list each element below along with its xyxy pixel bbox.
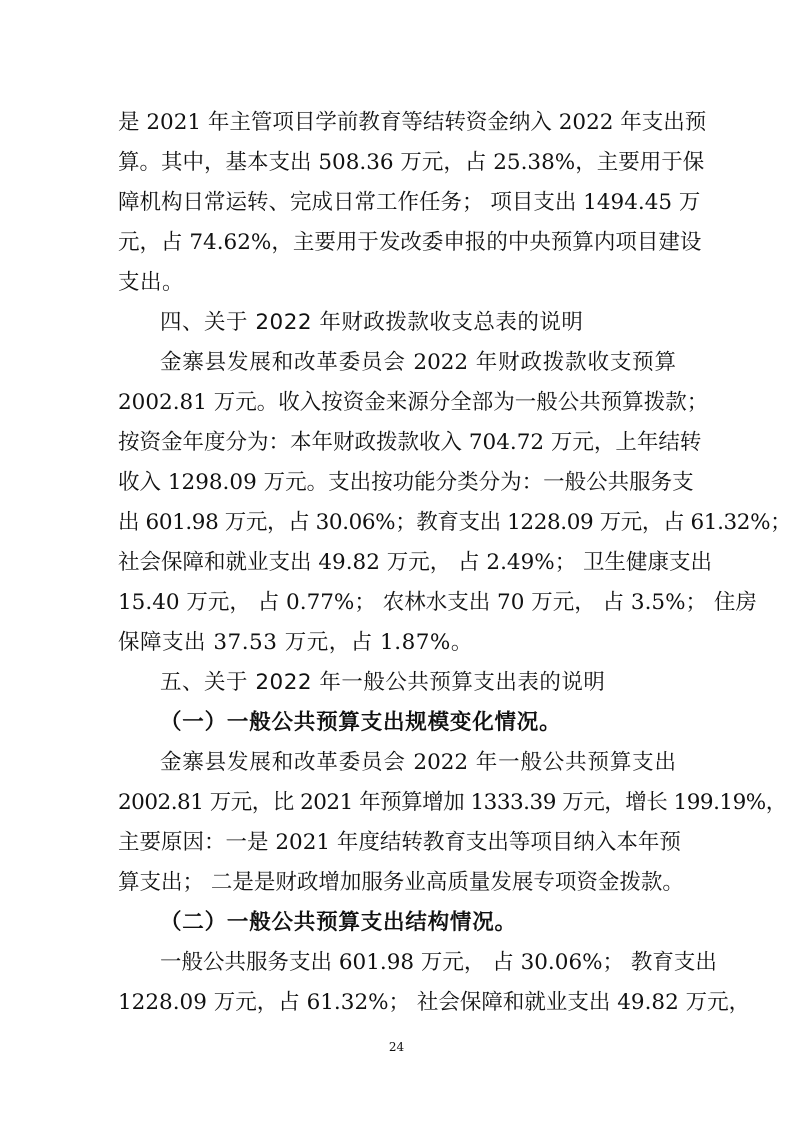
section-5-sub-1-line-4: 算支出； 二是是财政增加服务业高质量发展专项资金拨款。 <box>118 870 684 895</box>
paragraph-1-line-1: 是 2021 年主管项目学前教育等结转资金纳入 2022 年支出预 <box>118 110 707 135</box>
section-5-sub-2-heading: （二）一般公共预算支出结构情况。 <box>160 910 517 935</box>
section-5-sub-1-line-3: 主要原因：一是 2021 年度结转教育支出等项目纳入本年预 <box>118 830 681 855</box>
section-4-line-7: 15.40 万元， 占 0.77%； 农林水支出 70 万元， 占 3.5%； 住房 <box>118 590 757 615</box>
section-4-line-2: 2002.81 万元。收入按资金来源分全部为一般公共预算拨款； <box>118 390 709 415</box>
paragraph-1-line-4: 元，占 74.62%，主要用于发改委申报的中央预算内项目建设 <box>118 230 702 255</box>
section-4-line-5: 出 601.98 万元，占 30.06%；教育支出 1228.09 万元，占 61.32%； <box>118 510 792 535</box>
section-5-sub-2-line-2: 1228.09 万元，占 61.32%； 社会保障和就业支出 49.82 万元， <box>118 990 751 1015</box>
section-4-line-3: 按资金年度分为：本年财政拨款收入 704.72 万元，上年结转 <box>118 430 702 455</box>
section-5-sub-1-line-1: 金寨县发展和改革委员会 2022 年一般公共预算支出 <box>160 750 676 775</box>
section-5-heading: 五、关于 2022 年一般公共预算支出表的说明 <box>160 670 606 695</box>
section-4-heading: 四、关于 2022 年财政拨款收支总表的说明 <box>160 310 584 335</box>
section-4-line-8: 保障支出 37.53 万元，占 1.87%。 <box>118 630 473 655</box>
section-4-line-4: 收入 1298.09 万元。支出按功能分类分为：一般公共服务支 <box>118 470 694 495</box>
section-5-sub-1-heading: （一）一般公共预算支出规模变化情况。 <box>160 710 562 735</box>
section-5-sub-1-line-2: 2002.81 万元，比 2021 年预算增加 1333.39 万元，增长 199.19%， <box>118 790 787 815</box>
paragraph-1-line-5: 支出。 <box>118 270 185 295</box>
section-4-line-1: 金寨县发展和改革委员会 2022 年财政拨款收支预算 <box>160 350 676 375</box>
page-number: 24 <box>388 1040 405 1054</box>
paragraph-1-line-2: 算。其中，基本支出 508.36 万元，占 25.38%，主要用于保 <box>118 150 705 175</box>
paragraph-1-line-3: 障机构日常运转、完成日常工作任务； 项目支出 1494.45 万 <box>118 190 701 215</box>
section-5-sub-2-line-1: 一般公共服务支出 601.98 万元， 占 30.06%； 教育支出 <box>160 950 717 975</box>
section-4-line-6: 社会保障和就业支出 49.82 万元， 占 2.49%； 卫生健康支出 <box>118 550 713 575</box>
